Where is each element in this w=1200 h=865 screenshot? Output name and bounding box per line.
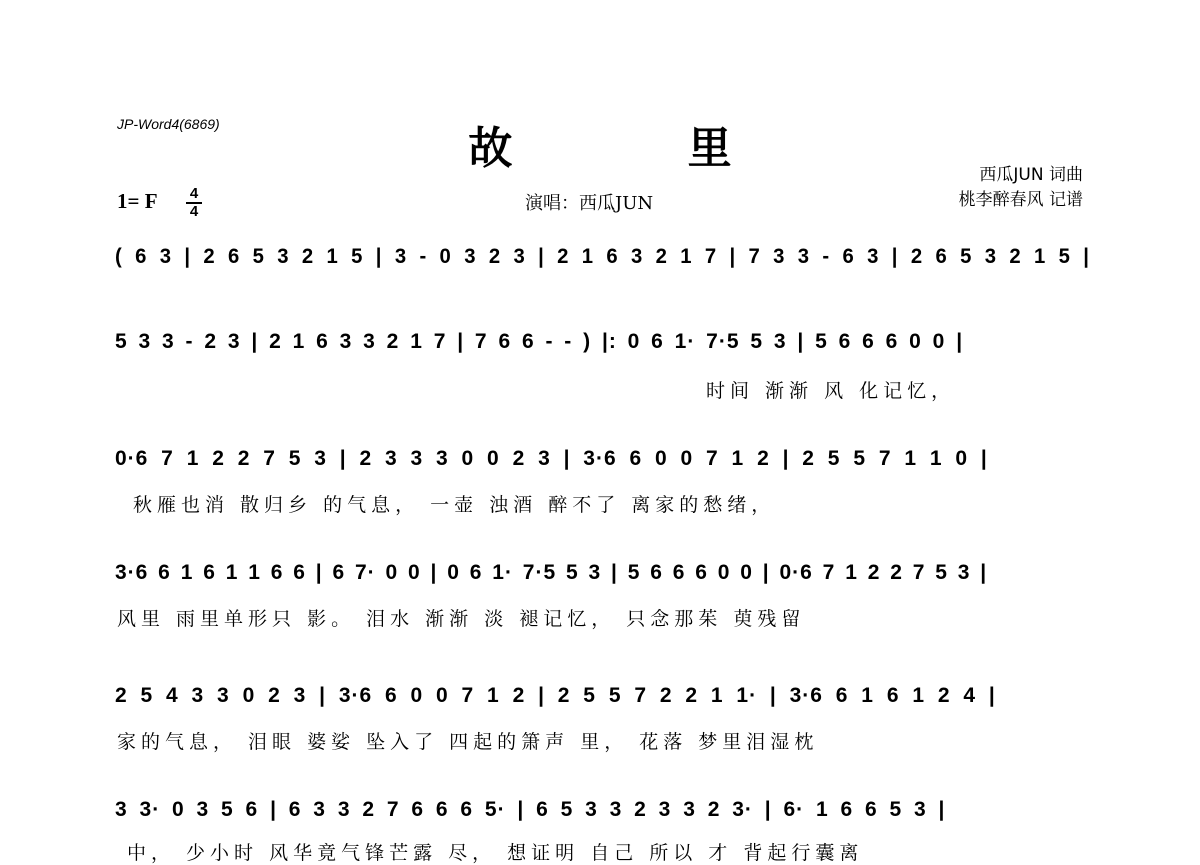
time-signature: [184, 186, 204, 220]
author-line-transcriber: 桃李醉春风 记谱: [958, 190, 1083, 210]
author-info: [959, 163, 1083, 213]
staff-row-5: [115, 684, 1090, 724]
notes-row-6: 3 3· 0 3 5 6 | 6 3 3 2 7 6 6 6 5· | 6 5 3 3 2 3 3 2 3· | 6· 1 6 6 5 3 |: [115, 798, 946, 821]
staff-row-1: [115, 245, 1090, 285]
staff-row-4: [115, 561, 1090, 601]
staff-row-3: [115, 447, 1090, 487]
staff-row-6: [115, 798, 1090, 838]
notes-row-1: ( 6 3 | 2 6 5 3 2 1 5 | 3 - 0 3 2 3 | 2 1 6 3 2 1 7 | 7 3 3 - 6 3 | 2 6 5 3 2 1 5 |: [115, 245, 1090, 268]
lyrics-row-3: 秋雁也消 散归乡 的气息， 一壶 浊酒 醉不了 离家的愁绪，: [133, 494, 776, 516]
notes-row-5: 2 5 4 3 3 0 2 3 | 3·6 6 0 0 7 1 2 | 2 5 5 7 2 2 1 1· | 3·6 6 1 6 1 2 4 |: [115, 684, 996, 707]
time-signature-top: 4: [189, 185, 199, 202]
time-signature-bottom: 4: [189, 203, 199, 220]
lyrics-row-4: 风里 雨里单形只 影。 泪水 渐渐 淡 褪记忆， 只念那茱 萸残留: [117, 608, 806, 630]
key-signature: 1= F: [117, 189, 158, 213]
lyrics-row-6: 中， 少小时 风华竟气锋芒露 尽， 想证明 自己 所以 才 背起行囊离: [127, 842, 864, 864]
author-line-composer: 西瓜JUN 词曲: [979, 165, 1083, 185]
lyrics-row-5: 家的气息， 泪眼 婆娑 坠入了 四起的箫声 里， 花落 梦里泪湿枕: [117, 731, 819, 753]
software-watermark: JP-Word4(6869): [117, 116, 220, 132]
song-title: 故 里: [468, 123, 812, 174]
notes-row-4: 3·6 6 1 6 1 1 6 6 | 6 7· 0 0 | 0 6 1· 7·5 5 3 | 5 6 6 6 0 0 | 0·6 7 1 2 2 7 5 3 |: [115, 561, 988, 584]
lyrics-row-2: 时间 渐渐 风 化记忆，: [706, 380, 956, 402]
notes-row-3: 0·6 7 1 2 2 7 5 3 | 2 3 3 3 0 0 2 3 | 3·6 6 0 0 7 1 2 | 2 5 5 7 1 1 0 |: [115, 447, 988, 470]
notes-row-2: 5 3 3 - 2 3 | 2 1 6 3 3 2 1 7 | 7 6 6 - - ) |: 0 6 1· 7·5 5 3 | 5 6 6 6 0 0 |: [115, 330, 964, 353]
singer-credit: 演唱：西瓜JUN: [525, 193, 654, 214]
staff-row-2: [115, 330, 1090, 370]
